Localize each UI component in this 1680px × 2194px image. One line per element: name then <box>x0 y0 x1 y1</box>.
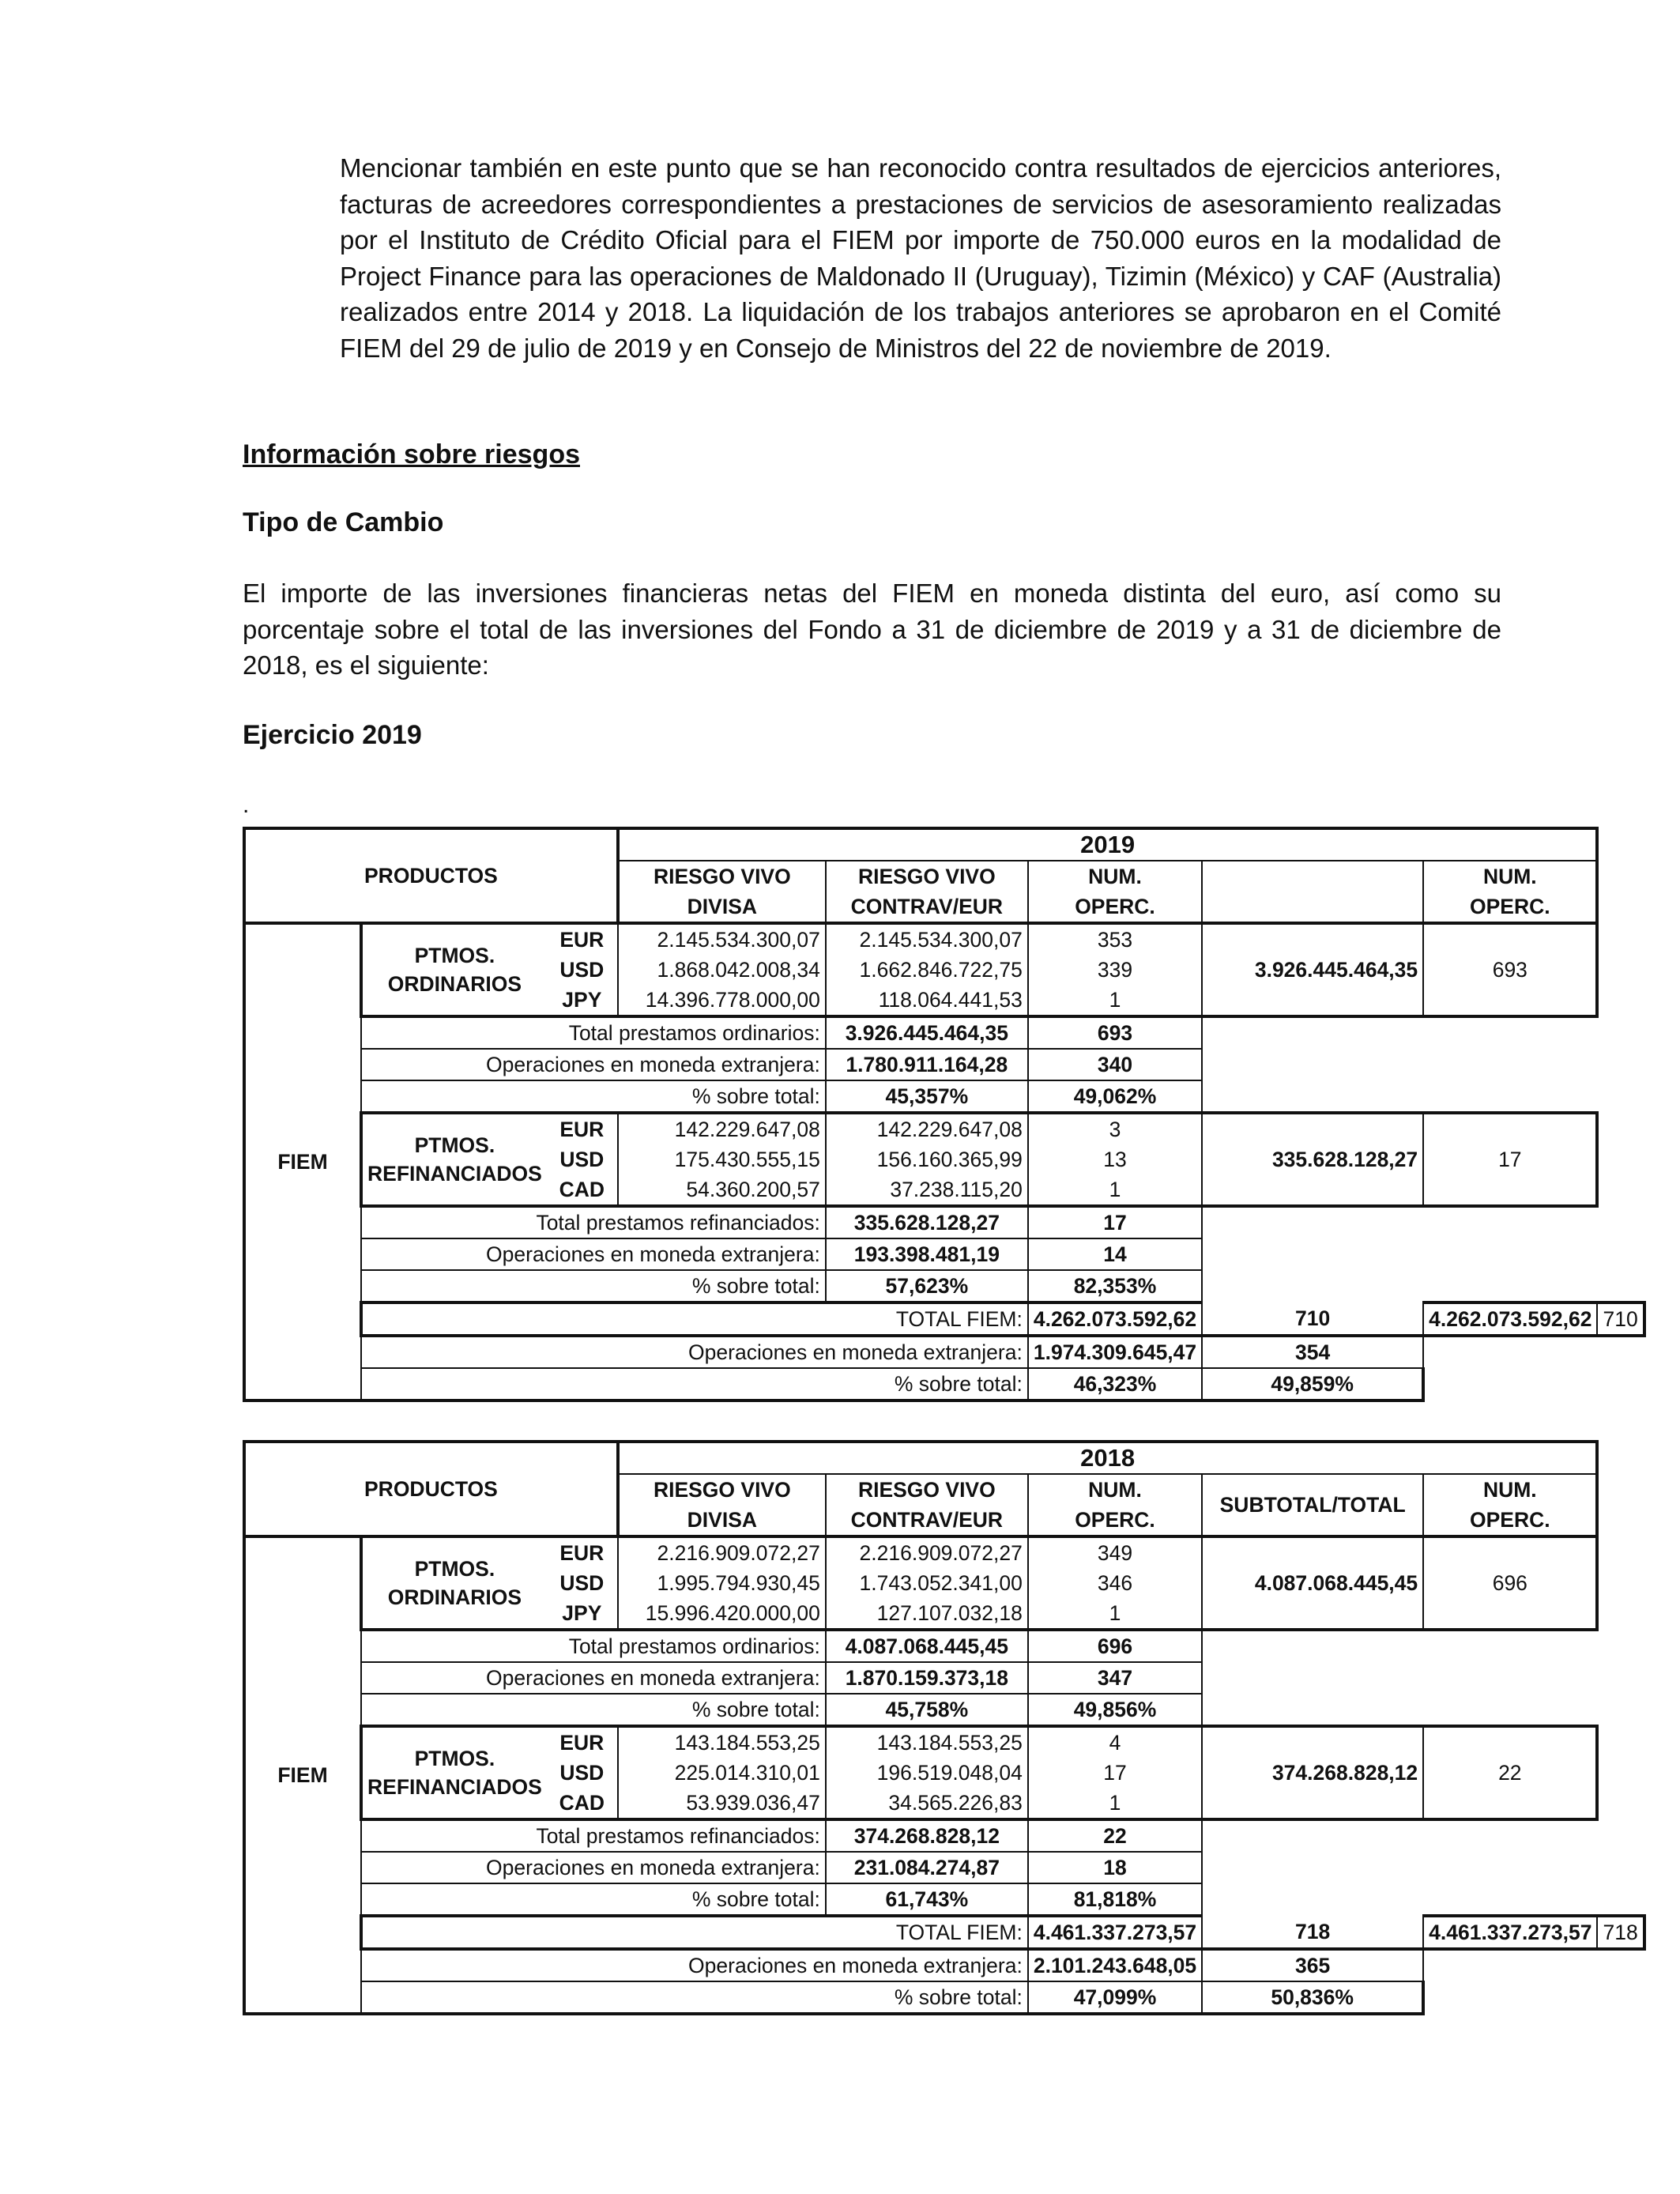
riesgo-divisa: 1.995.794.930,45 <box>618 1568 826 1598</box>
num-operc: 1 <box>1028 985 1202 1016</box>
refinanciados-pct-label: % sobre total: <box>361 1883 826 1916</box>
header-num-operc-2-line2: OPERC. <box>1423 892 1597 923</box>
refinanciados-label-2: REFINANCIADOS <box>367 1775 542 1799</box>
body-paragraph: El importe de las inversiones financieras netas del FIEM en moneda distinta del euro, así como su porcentaje sobre el total de las inversiones del Fondo a 31 de diciembre de 2019 y a 31 de diciembre de 2018, es el siguiente: <box>243 579 1501 680</box>
total-pct: 46,323% <box>1028 1368 1202 1400</box>
num-operc: 1 <box>1028 1598 1202 1630</box>
total-fiem-label: TOTAL FIEM: <box>361 1916 1028 1949</box>
total-fiem-subtotal-num: 710 <box>1597 1302 1644 1336</box>
total-fiem-subtotal: 4.262.073.592,62 <box>1423 1302 1597 1336</box>
header-riesgo-divisa-2: DIVISA <box>618 1505 826 1536</box>
entity-fiem: FIEM <box>244 923 361 1400</box>
riesgo-contrav: 1.662.846.722,75 <box>826 955 1028 985</box>
ordinarios-label <box>361 923 547 1016</box>
currency: USD <box>547 1568 618 1598</box>
ordinarios-subtotal: 4.087.068.445,45 <box>1202 1536 1423 1630</box>
refinanciados-fx-label: Operaciones en moneda extranjera: <box>361 1238 826 1270</box>
ordinarios-fx-num: 340 <box>1028 1049 1202 1080</box>
header-subtotal <box>1202 861 1423 923</box>
header-productos: PRODUCTOS <box>244 1442 618 1536</box>
ordinarios-label-2: ORDINARIOS <box>387 972 522 996</box>
riesgo-contrav: 142.229.647,08 <box>826 1113 1028 1144</box>
currency: USD <box>547 1144 618 1174</box>
total-fiem-subtotal-num: 718 <box>1597 1916 1644 1949</box>
header-num-operc-2: NUM. <box>1423 1474 1597 1505</box>
currency: CAD <box>547 1174 618 1206</box>
num-operc: 349 <box>1028 1536 1202 1568</box>
refinanciados-pct: 61,743% <box>826 1883 1028 1916</box>
header-riesgo-contrav: RIESGO VIVO <box>826 1474 1028 1505</box>
ordinarios-pct: 45,758% <box>826 1694 1028 1726</box>
refinanciados-total-num: 17 <box>1028 1206 1202 1238</box>
refinanciados-total: 374.268.828,12 <box>826 1819 1028 1852</box>
header-num-operc-line2: OPERC. <box>1028 1505 1202 1536</box>
ordinarios-total-label: Total prestamos ordinarios: <box>361 1630 826 1662</box>
total-pct-num: 49,859% <box>1202 1368 1423 1400</box>
riesgo-contrav: 143.184.553,25 <box>826 1726 1028 1758</box>
total-fx-label: Operaciones en moneda extranjera: <box>361 1336 1028 1368</box>
intro-paragraph: Mencionar también en este punto que se han reconocido contra resultados de ejercicios anteriores, facturas de acreedores correspondientes a prestaciones de servicios de asesoramiento realizadas por el Instituto de Crédito Oficial para el FIEM por importe de 750.000 euros en la modalidad de Project Finance para las operaciones de Maldonado II (Uruguay), Tizimin (México) y CAF (Australia) realizados entre 2014 y 2018. La liquidación de los trabajos anteriores se aprobaron en el Comité FIEM del 29 de julio de 2019 y en Consejo de Ministros del 22 de noviembre de 2019. <box>340 153 1501 363</box>
ordinarios-fx-label: Operaciones en moneda extranjera: <box>361 1662 826 1694</box>
total-fx-num: 365 <box>1202 1949 1423 1981</box>
blank-cell <box>1202 1819 1597 1916</box>
refinanciados-fx-num: 14 <box>1028 1238 1202 1270</box>
ordinarios-total-num: 693 <box>1028 1016 1202 1049</box>
refinanciados-label <box>361 1726 547 1819</box>
header-productos: PRODUCTOS <box>244 828 618 923</box>
blank-cell <box>1202 1016 1597 1113</box>
header-riesgo-contrav-2: CONTRAV/EUR <box>826 892 1028 923</box>
refinanciados-total: 335.628.128,27 <box>826 1206 1028 1238</box>
header-riesgo-divisa: RIESGO VIVO <box>618 861 826 892</box>
header-year: 2018 <box>618 1442 1598 1474</box>
total-fiem: 4.262.073.592,62 <box>1028 1302 1202 1336</box>
riesgo-contrav: 2.145.534.300,07 <box>826 923 1028 955</box>
total-fx: 1.974.309.645,47 <box>1028 1336 1202 1368</box>
header-riesgo-divisa: RIESGO VIVO <box>618 1474 826 1505</box>
currency: JPY <box>547 1598 618 1630</box>
ordinarios-subtotal-num: 693 <box>1423 923 1597 1016</box>
ordinarios-pct-label: % sobre total: <box>361 1080 826 1113</box>
ordinarios-total-label: Total prestamos ordinarios: <box>361 1016 826 1049</box>
subsection-title: Tipo de Cambio <box>243 507 444 537</box>
num-operc: 17 <box>1028 1758 1202 1788</box>
num-operc: 3 <box>1028 1113 1202 1144</box>
header-subtotal: SUBTOTAL/TOTAL <box>1202 1474 1423 1536</box>
currency: EUR <box>547 1536 618 1568</box>
riesgo-contrav: 156.160.365,99 <box>826 1144 1028 1174</box>
currency: CAD <box>547 1788 618 1819</box>
ordinarios-fx: 1.780.911.164,28 <box>826 1049 1028 1080</box>
refinanciados-fx: 231.084.274,87 <box>826 1852 1028 1883</box>
num-operc: 4 <box>1028 1726 1202 1758</box>
riesgo-contrav: 118.064.441,53 <box>826 985 1028 1016</box>
header-riesgo-contrav: RIESGO VIVO <box>826 861 1028 892</box>
ordinarios-fx: 1.870.159.373,18 <box>826 1662 1028 1694</box>
header-num-operc-line2: OPERC. <box>1028 892 1202 923</box>
currency: EUR <box>547 923 618 955</box>
blank-cell <box>1423 1949 1644 2014</box>
num-operc: 1 <box>1028 1174 1202 1206</box>
ordinarios-label-1: PTMOS. <box>414 1557 495 1581</box>
header-num-operc-2-line2: OPERC. <box>1423 1505 1597 1536</box>
total-fiem-num: 718 <box>1202 1916 1423 1949</box>
currency: USD <box>547 955 618 985</box>
header-num-operc: NUM. <box>1028 1474 1202 1505</box>
riesgo-divisa: 53.939.036,47 <box>618 1788 826 1819</box>
num-operc: 339 <box>1028 955 1202 985</box>
num-operc: 1 <box>1028 1788 1202 1819</box>
risk-table <box>243 827 1646 1402</box>
section-title: Información sobre riesgos <box>243 439 580 469</box>
ordinarios-pct-num: 49,856% <box>1028 1694 1202 1726</box>
ordinarios-total: 3.926.445.464,35 <box>826 1016 1028 1049</box>
ordinarios-pct-label: % sobre total: <box>361 1694 826 1726</box>
num-operc: 353 <box>1028 923 1202 955</box>
currency: EUR <box>547 1726 618 1758</box>
ordinarios-subtotal-num: 696 <box>1423 1536 1597 1630</box>
refinanciados-pct-num: 81,818% <box>1028 1883 1202 1916</box>
riesgo-divisa: 225.014.310,01 <box>618 1758 826 1788</box>
refinanciados-total-label: Total prestamos refinanciados: <box>361 1819 826 1852</box>
num-operc: 346 <box>1028 1568 1202 1598</box>
ordinarios-pct: 45,357% <box>826 1080 1028 1113</box>
refinanciados-label-1: PTMOS. <box>414 1747 495 1770</box>
header-num-operc: NUM. <box>1028 861 1202 892</box>
refinanciados-pct-num: 82,353% <box>1028 1270 1202 1302</box>
total-fiem-subtotal: 4.461.337.273,57 <box>1423 1916 1597 1949</box>
riesgo-contrav: 34.565.226,83 <box>826 1788 1028 1819</box>
blank-cell <box>1202 1206 1597 1302</box>
riesgo-contrav: 1.743.052.341,00 <box>826 1568 1028 1598</box>
total-fiem: 4.461.337.273,57 <box>1028 1916 1202 1949</box>
exercise-title: Ejercicio 2019 <box>243 720 422 750</box>
ordinarios-label-2: ORDINARIOS <box>387 1585 522 1609</box>
riesgo-divisa: 15.996.420.000,00 <box>618 1598 826 1630</box>
stray-dot: . <box>243 792 250 818</box>
riesgo-divisa: 175.430.555,15 <box>618 1144 826 1174</box>
total-fiem-num: 710 <box>1202 1302 1423 1336</box>
refinanciados-subtotal-num: 22 <box>1423 1726 1597 1819</box>
ordinarios-pct-num: 49,062% <box>1028 1080 1202 1113</box>
refinanciados-fx: 193.398.481,19 <box>826 1238 1028 1270</box>
header-riesgo-divisa-2: DIVISA <box>618 892 826 923</box>
riesgo-contrav: 37.238.115,20 <box>826 1174 1028 1206</box>
refinanciados-subtotal: 335.628.128,27 <box>1202 1113 1423 1206</box>
riesgo-divisa: 14.396.778.000,00 <box>618 985 826 1016</box>
total-pct: 47,099% <box>1028 1981 1202 2014</box>
num-operc: 13 <box>1028 1144 1202 1174</box>
riesgo-divisa: 2.216.909.072,27 <box>618 1536 826 1568</box>
blank-cell <box>1202 1630 1597 1726</box>
ordinarios-total: 4.087.068.445,45 <box>826 1630 1028 1662</box>
riesgo-contrav: 2.216.909.072,27 <box>826 1536 1028 1568</box>
refinanciados-total-num: 22 <box>1028 1819 1202 1852</box>
currency: USD <box>547 1758 618 1788</box>
ordinarios-fx-label: Operaciones en moneda extranjera: <box>361 1049 826 1080</box>
total-fx: 2.101.243.648,05 <box>1028 1949 1202 1981</box>
risk-table <box>243 1440 1646 2015</box>
refinanciados-label-2: REFINANCIADOS <box>367 1162 542 1186</box>
ordinarios-fx-num: 347 <box>1028 1662 1202 1694</box>
riesgo-contrav: 196.519.048,04 <box>826 1758 1028 1788</box>
refinanciados-subtotal: 374.268.828,12 <box>1202 1726 1423 1819</box>
currency: EUR <box>547 1113 618 1144</box>
total-pct-num: 50,836% <box>1202 1981 1423 2014</box>
ordinarios-label <box>361 1536 547 1630</box>
refinanciados-label-1: PTMOS. <box>414 1133 495 1157</box>
ordinarios-label-1: PTMOS. <box>414 944 495 967</box>
currency: JPY <box>547 985 618 1016</box>
refinanciados-subtotal-num: 17 <box>1423 1113 1597 1206</box>
riesgo-divisa: 1.868.042.008,34 <box>618 955 826 985</box>
refinanciados-fx-label: Operaciones en moneda extranjera: <box>361 1852 826 1883</box>
ordinarios-subtotal: 3.926.445.464,35 <box>1202 923 1423 1016</box>
riesgo-contrav: 127.107.032,18 <box>826 1598 1028 1630</box>
total-pct-label: % sobre total: <box>361 1981 1028 2014</box>
total-fiem-label: TOTAL FIEM: <box>361 1302 1028 1336</box>
total-fx-label: Operaciones en moneda extranjera: <box>361 1949 1028 1981</box>
header-year: 2019 <box>618 828 1598 861</box>
refinanciados-pct: 57,623% <box>826 1270 1028 1302</box>
ordinarios-total-num: 696 <box>1028 1630 1202 1662</box>
refinanciados-pct-label: % sobre total: <box>361 1270 826 1302</box>
refinanciados-total-label: Total prestamos refinanciados: <box>361 1206 826 1238</box>
table-2018 <box>243 1440 1646 2015</box>
riesgo-divisa: 143.184.553,25 <box>618 1726 826 1758</box>
entity-fiem: FIEM <box>244 1536 361 2014</box>
total-pct-label: % sobre total: <box>361 1368 1028 1400</box>
header-riesgo-contrav-2: CONTRAV/EUR <box>826 1505 1028 1536</box>
refinanciados-fx-num: 18 <box>1028 1852 1202 1883</box>
riesgo-divisa: 142.229.647,08 <box>618 1113 826 1144</box>
header-num-operc-2: NUM. <box>1423 861 1597 892</box>
table-2019 <box>243 827 1646 1402</box>
riesgo-divisa: 54.360.200,57 <box>618 1174 826 1206</box>
refinanciados-label <box>361 1113 547 1206</box>
riesgo-divisa: 2.145.534.300,07 <box>618 923 826 955</box>
total-fx-num: 354 <box>1202 1336 1423 1368</box>
blank-cell <box>1423 1336 1644 1400</box>
